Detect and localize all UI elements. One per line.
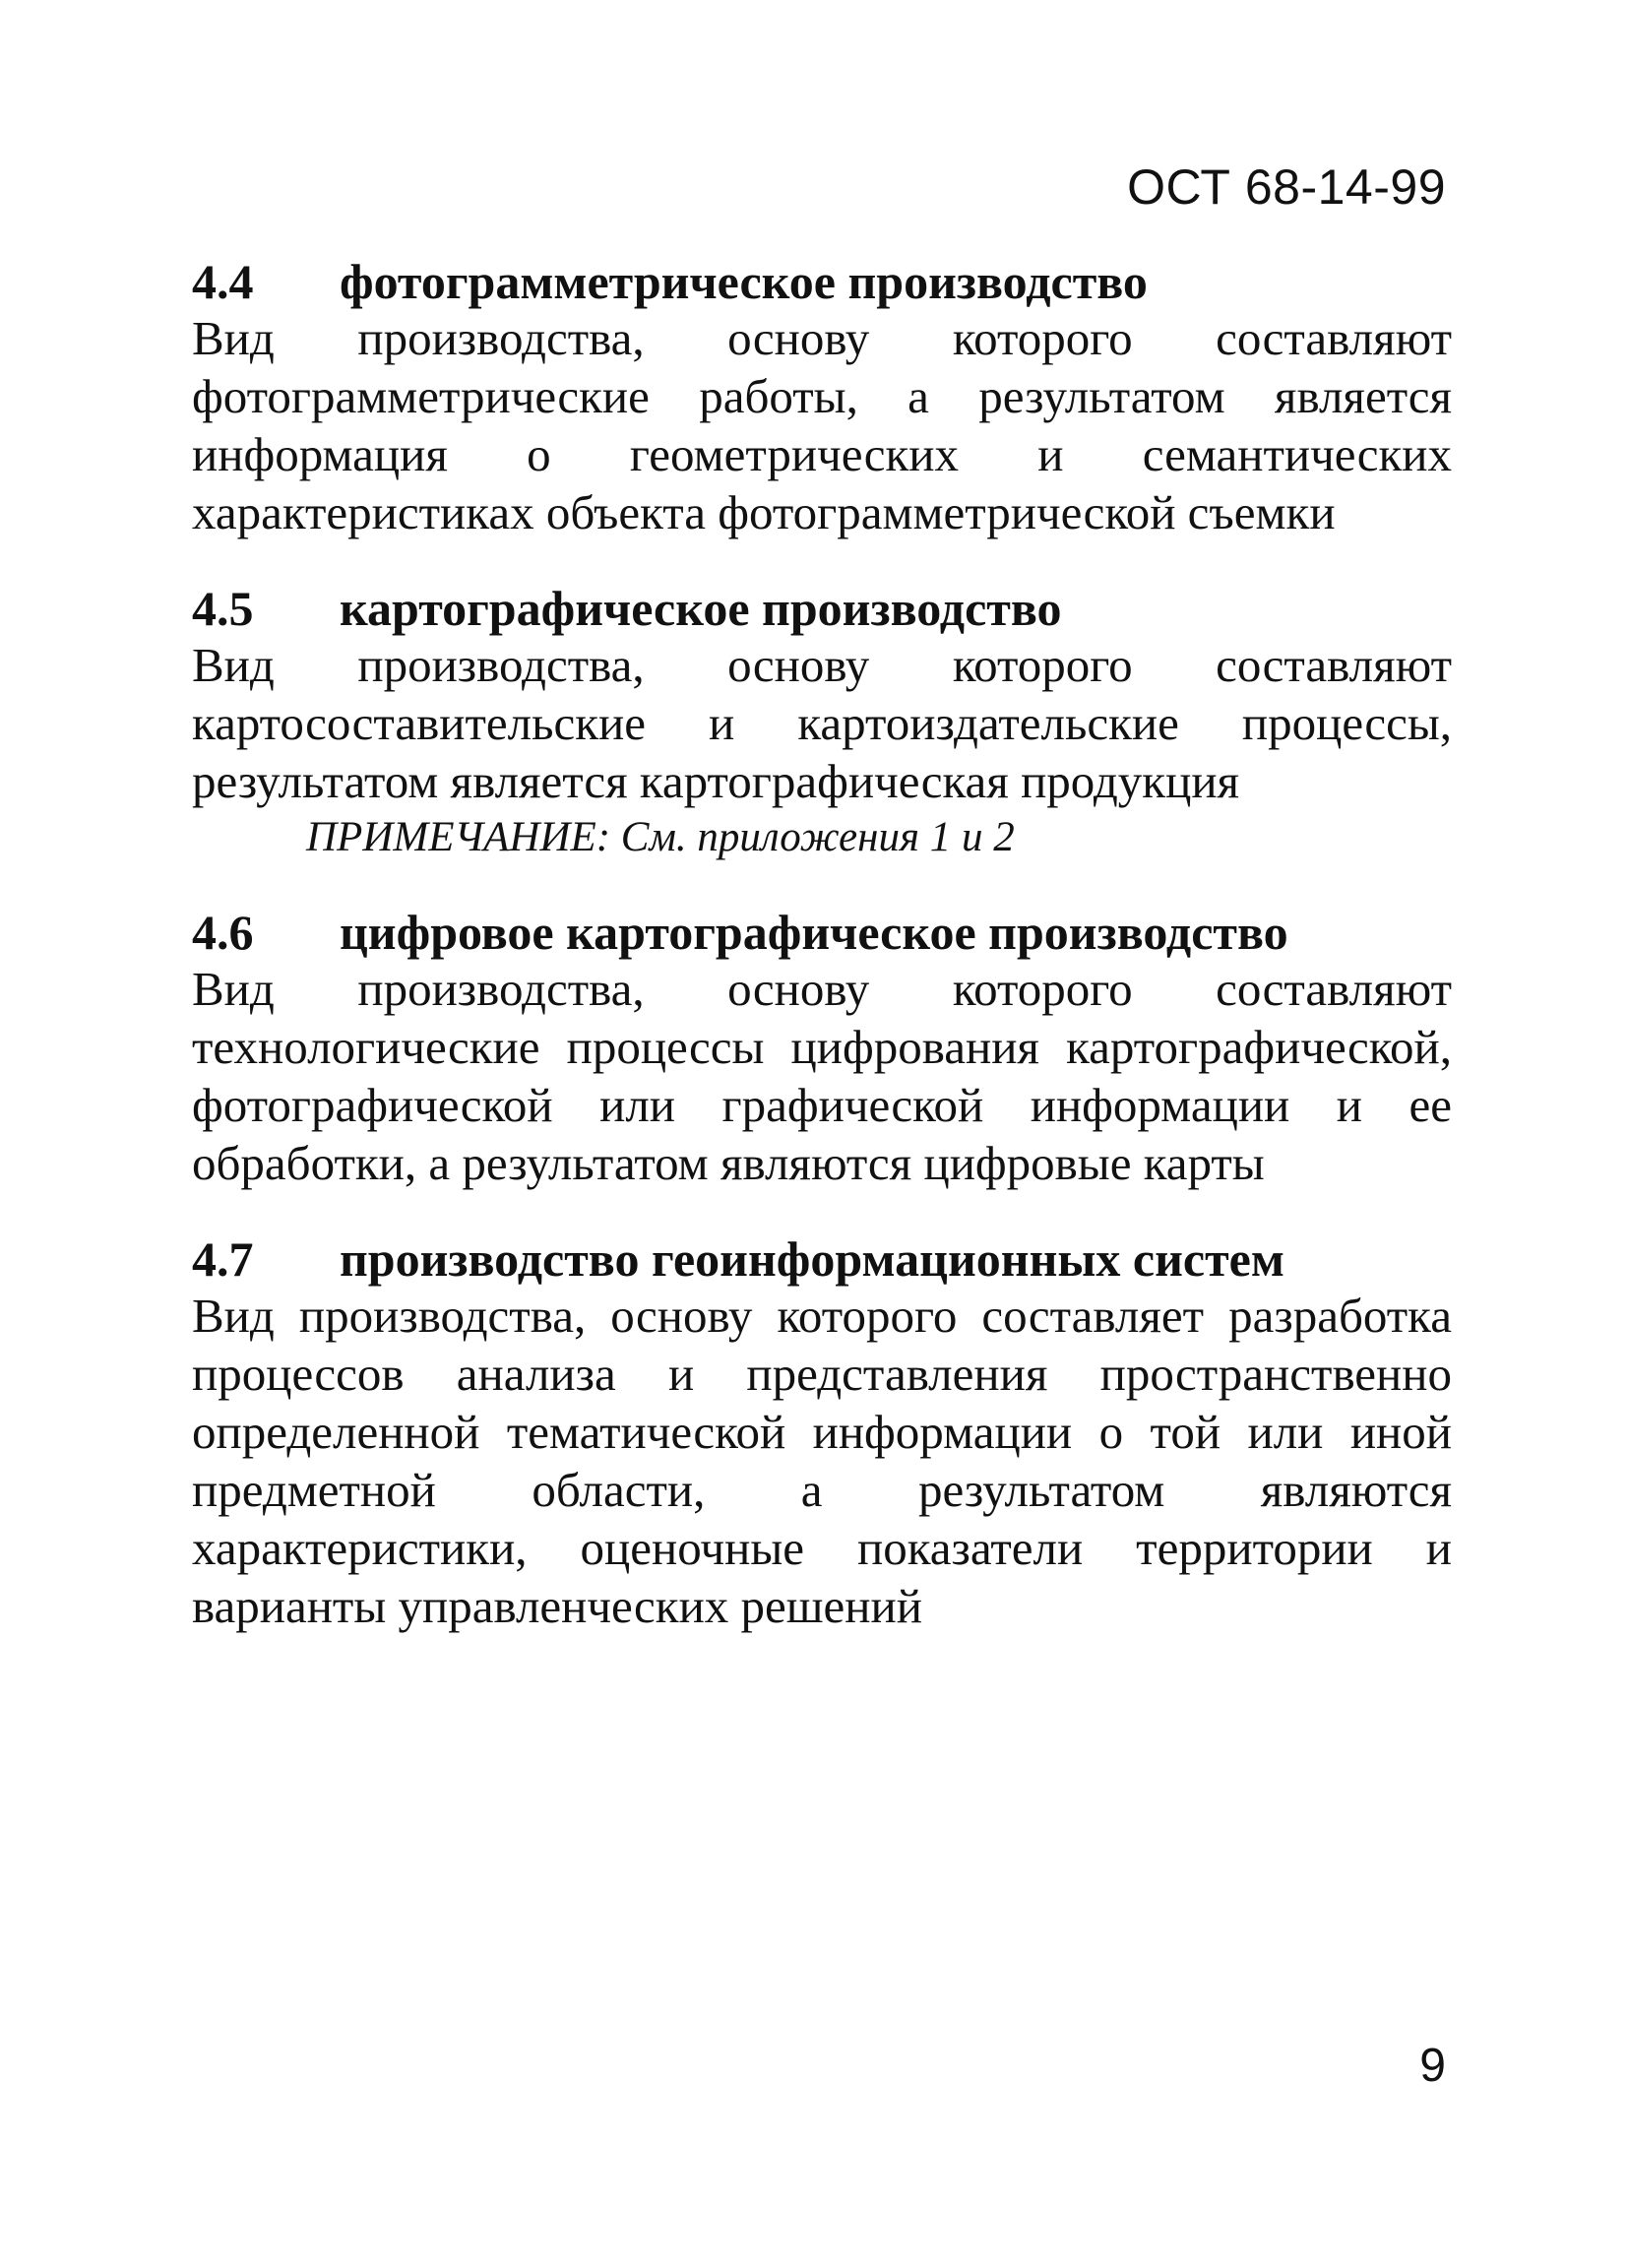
- term-heading: [192, 254, 1452, 309]
- document-code: ОСТ 68-14-99: [1127, 159, 1446, 215]
- term-title: производство геоинформационных систем: [340, 1231, 1284, 1287]
- term-definition: Вид производства, основу которого составляют фотограмметрические работы, а результатом является информация о геометрических и семантических характеристиках объекта фотограмметрической съемки: [192, 311, 1452, 539]
- page-number: 9: [1419, 2040, 1446, 2092]
- term-definition: Вид производства, основу которого составляют картосоставительские и картоиздательские процессы, результатом является картографическая продукция: [192, 638, 1452, 808]
- term-title: фотограмметрическое производство: [340, 254, 1148, 309]
- section-4-5: [192, 581, 1452, 865]
- section-4-4: [192, 254, 1452, 541]
- term-heading: [192, 905, 1452, 960]
- term-heading: [192, 1231, 1452, 1287]
- term-number: 4.4: [192, 254, 254, 309]
- section-4-7: [192, 1231, 1452, 1635]
- term-number: 4.7: [192, 1231, 254, 1287]
- term-number: 4.5: [192, 581, 254, 636]
- page-content: [192, 254, 1452, 1674]
- term-note: ПРИМЕЧАНИЕ: См. приложения 1 и 2: [306, 814, 1015, 860]
- term-definition: Вид производства, основу которого составляют технологические процессы цифрования картографической, фотографической или графической информации и ее обработки, а результатом являются цифровые карты: [192, 962, 1452, 1190]
- term-title: картографическое производство: [340, 581, 1062, 636]
- term-title: цифровое картографическое производство: [340, 905, 1288, 960]
- section-4-6: [192, 905, 1452, 1192]
- term-number: 4.6: [192, 905, 254, 960]
- term-heading: [192, 581, 1452, 636]
- term-definition: Вид производства, основу которого составляет разработка процессов анализа и представления пространственно определенной тематической информации о той или иной предметной области, а результатом являются характеристики, оценочные показатели территории и варианты управленческих решений: [192, 1289, 1452, 1633]
